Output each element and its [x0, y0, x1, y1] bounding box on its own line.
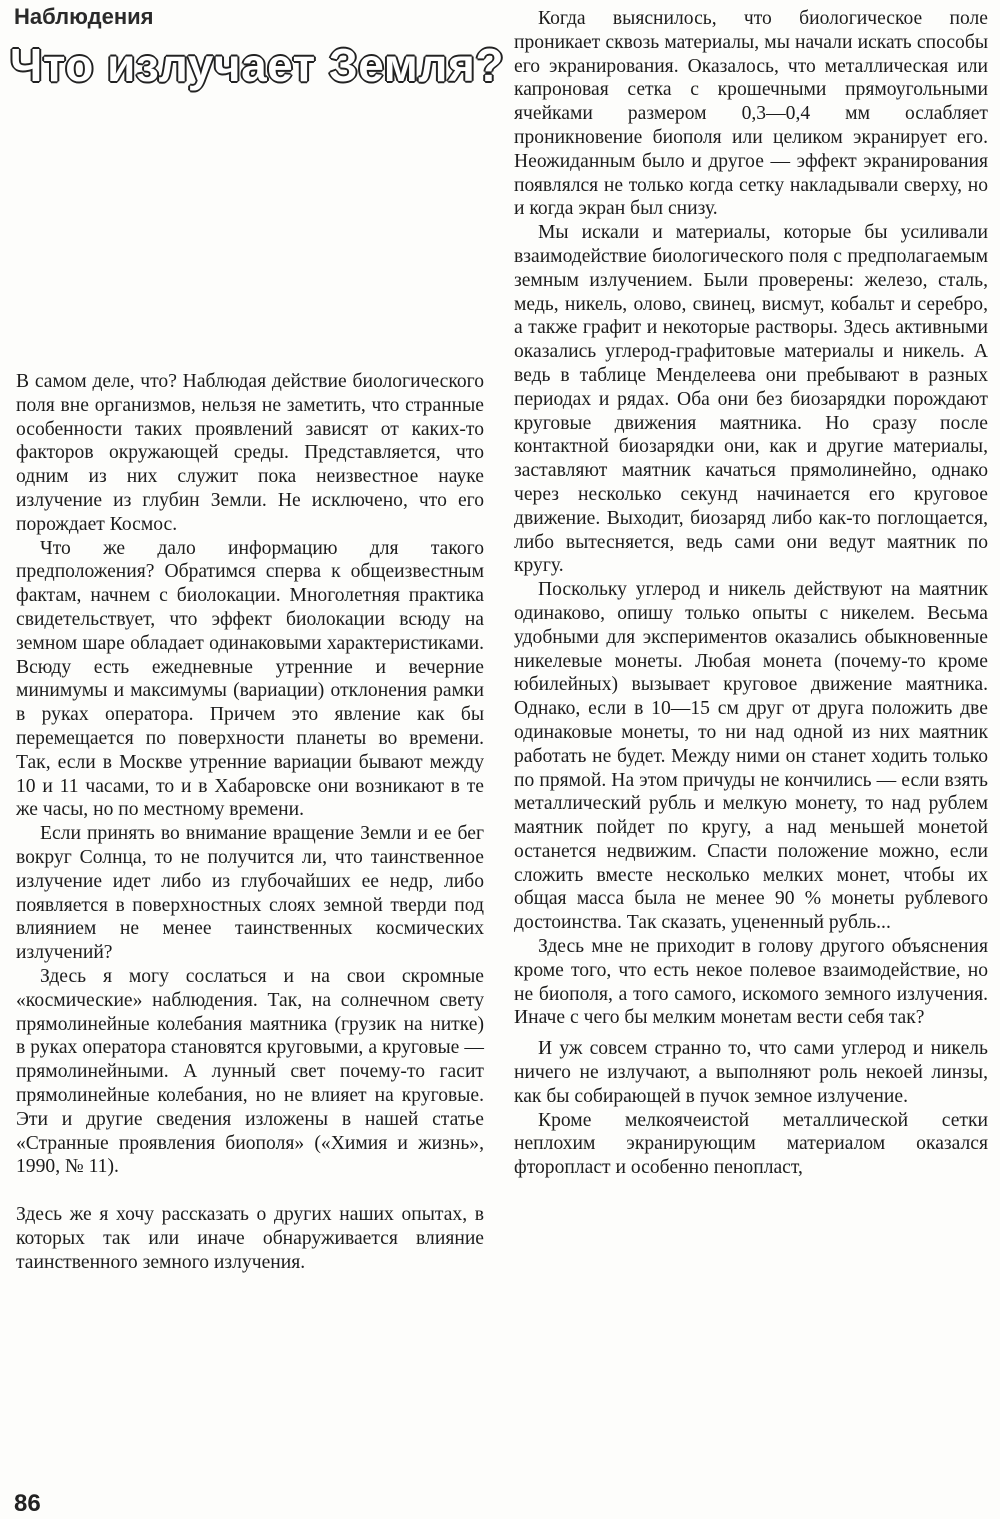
section-label: Наблюдения — [14, 4, 154, 29]
paragraph: Кроме мелкоячеистой металлической сетки неплохим экранирующим материалом оказался фторопласт и особенно пенопласт, — [514, 1109, 988, 1179]
paragraph: Мы искали и материалы, которые бы усиливали взаимодействие биологического поля с предполагаемым земным излучением. Были проверены: железо, сталь, медь, никель, олово, свинец, висмут, кобальт и серебро, а также графит и некоторые растворы. Здесь активными оказались углерод-графитовые материалы и никель. А ведь в таблице Менделеева они пребывают в разных периодах и рядах. Оба они без биозарядки порождают круговые движения маятника. Но сразу после контактной биозарядки они, как и другие материалы, заставляют маятник качаться прямолинейно, однако через несколько секунд начинается его круговое движение. Выходит, биозаряд либо как-то поглощается, либо вытесняется, ведь сами они ведут маятник по кругу. — [514, 222, 988, 577]
paragraph: Что же дало информацию для такого предположения? Обратимся сперва к общеизвестным фактам, начнем с биолокации. Многолетняя практика свидетельствует, что эффект биолокации всюду на земном шаре обладает одинаковыми характеристиками. Всюду есть ежедневные утренние и вечерние минимумы и максимумы (вариации) отклонения рамки в руках оператора. Причем это явление как бы перемещается по поверхности планеты во времени. Так, если в Москве утренние вариации бывают между 10 и 11 часами, то и в Хабаровске они возникают в те же часы, но по местному времени. — [16, 537, 484, 821]
left-column — [16, 370, 484, 1274]
paragraph: Когда выяснилось, что биологическое поле проникает сквозь материалы, мы начали искать способы его экранирования. Оказалось, что металлическая или капроновая сетка с крошечными прямоугольными ячейками размером 0,3—0,4 мм ослабляет проникновение биополя или целиком экранирует его. Неожиданным было и другое — эффект экранирования появлялся не только когда сетку накладывали сверху, но и когда экран был снизу. — [514, 8, 988, 220]
paragraph: Если принять во внимание вращение Земли и ее бег вокруг Солнца, то не получится ли, что таинственное излучение идет либо из глубочайших ее недр, либо появляется в поверхностных слоях земной тверди под влиянием не менее таинственных космических излучений? — [16, 823, 484, 964]
article-title: Что излучает Земля? — [10, 39, 504, 91]
paragraph: И уж совсем странно то, что сами углерод и никель ничего не излучают, а выполняют роль некоей линзы, как бы собирающей в пучок земное излучение. — [514, 1038, 988, 1107]
page-number: 86 — [14, 1490, 41, 1517]
paragraph: Здесь же я хочу рассказать о других наших опытах, в которых так или иначе обнаруживается влияние таинственного земного излучения. — [16, 1204, 484, 1273]
paragraph: Поскольку углерод и никель действуют на маятник одинаково, опишу только опыты с никелем. Весьма удобными для экспериментов оказались обыкновенные никелевые монеты. Любая монета (почему-то кроме юбилейных) вызывает круговое движение маятника. Однако, если в 10—15 см друг от друга положить две одинаковые монеты, то ни над одной из них маятник работать не будет. Между ними он станет ходить только по прямой. На этом причуды не кончились — если взять металлический рубль и мелкую монету, то над рублем маятник пойдет по кругу, а над меньшей монетой останется недвижим. Спасти положение можно, если сложить вместе несколько мелких монет, чтобы их общая масса была не менее 90 % монеты рублевого достоинства. Так сказать, уцененный рубль... — [514, 579, 988, 934]
right-column — [514, 7, 988, 1180]
paragraph: В самом деле, что? Наблюдая действие биологического поля вне организмов, нельзя не заметить, что странные особенности таких проявлений зависят от каких-то факторов окружающей среды. Представляется, что одним из них служит пока неизвестное науке излучение из глубин Земли. Не исключено, что его порождает Космос. — [16, 371, 484, 535]
paragraph: Здесь мне не приходит в голову другого объяснения кроме того, что есть некое полевое взаимодействие, но не биополя, а того самого, искомого земного излучения. Иначе с чего бы мелким монетам вести себя так? — [514, 936, 988, 1029]
paragraph: Здесь я могу сослаться и на свои скромные «космические» наблюдения. Так, на солнечном свету прямолинейные колебания маятника (грузик на нитке) в руках оператора становятся круговыми, а круговые — прямолинейными. А лунный свет почему-то гасит прямолинейные колебания, но не влияет на круговые. Эти и другие сведения изложены в нашей статье «Странные проявления биополя» («Химия и жизнь», 1990, № 11). — [16, 965, 484, 1178]
